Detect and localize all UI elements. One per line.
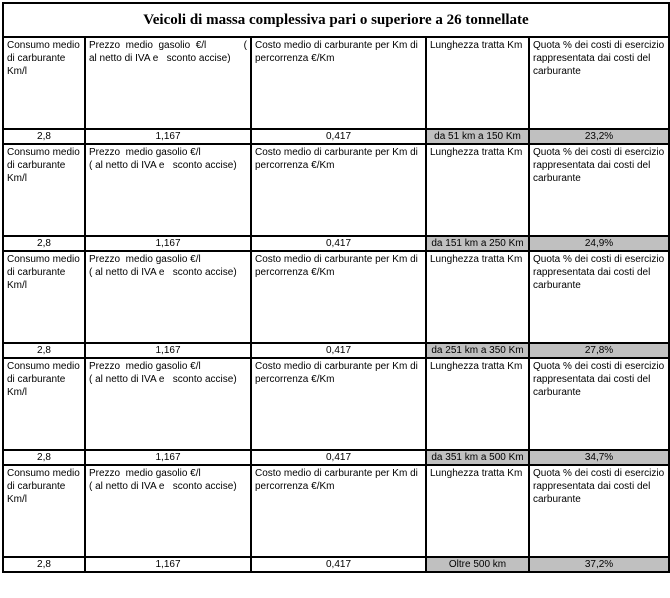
header-prezzo [85,251,251,343]
header-costo: Costo medio di carburante per Km di percorrenza €/Km [251,37,426,129]
header-lunghezza: Lunghezza tratta Km [426,144,529,236]
table-header-row [3,251,669,343]
header-prezzo-line2: ( al netto di IVA e sconto accise) [89,160,237,171]
header-prezzo-line2: ( al netto di IVA e sconto accise) [89,374,237,385]
cell-prezzo: 1,167 [85,236,251,251]
header-prezzo-line1: Prezzo medio gasolio €/l [89,254,201,265]
header-quota: Quota % dei costi di esercizio rappresentata dai costi del carburante [529,251,669,343]
header-prezzo-line2: ( al netto di IVA e sconto accise) [89,481,237,492]
table-header-row [3,358,669,450]
cell-lunghezza: da 251 km a 350 Km [426,343,529,358]
cell-prezzo: 1,167 [85,450,251,465]
cell-quota: 23,2% [529,129,669,144]
cell-consumo: 2,8 [3,450,85,465]
table-block [3,251,669,358]
cell-costo: 0,417 [251,557,426,572]
header-consumo: Consumo medio di carburante Km/l [3,37,85,129]
cell-prezzo: 1,167 [85,343,251,358]
header-prezzo-line1: Prezzo medio gasolio €/l [89,361,201,372]
header-prezzo-line1: Prezzo medio gasolio €/l [89,147,201,158]
header-costo: Costo medio di carburante per Km di percorrenza €/Km [251,251,426,343]
table-block [3,465,669,572]
header-prezzo-line1: Prezzo medio gasolio €/l [89,40,207,51]
header-quota: Quota % dei costi di esercizio rappresentata dai costi del carburante [529,358,669,450]
header-prezzo-line2: ( al netto di IVA e sconto accise) [89,267,237,278]
header-costo: Costo medio di carburante per Km di percorrenza €/Km [251,465,426,557]
cell-consumo: 2,8 [3,236,85,251]
header-quota: Quota % dei costi di esercizio rappresentata dai costi del carburante [529,37,669,129]
table-row [3,343,669,358]
page-title: Veicoli di massa complessiva pari o superiore a 26 tonnellate [3,3,669,37]
header-consumo: Consumo medio di carburante Km/l [3,465,85,557]
cell-quota: 24,9% [529,236,669,251]
cell-costo: 0,417 [251,450,426,465]
header-costo: Costo medio di carburante per Km di percorrenza €/Km [251,358,426,450]
fuel-cost-table [2,2,670,573]
header-prezzo-paren: ( [243,40,247,51]
header-quota: Quota % dei costi di esercizio rappresentata dai costi del carburante [529,465,669,557]
cell-prezzo: 1,167 [85,557,251,572]
cell-lunghezza: da 51 km a 150 Km [426,129,529,144]
cell-quota: 34,7% [529,450,669,465]
header-prezzo [85,465,251,557]
table-header-row [3,37,669,129]
table-row [3,450,669,465]
header-prezzo [85,144,251,236]
header-prezzo-line2: al netto di IVA e sconto accise) [89,53,231,64]
table-header-row [3,144,669,236]
header-prezzo [85,358,251,450]
cell-lunghezza: Oltre 500 km [426,557,529,572]
table-title-row [3,3,669,37]
cell-quota: 37,2% [529,557,669,572]
header-quota: Quota % dei costi di esercizio rappresentata dai costi del carburante [529,144,669,236]
cell-consumo: 2,8 [3,129,85,144]
table-row [3,236,669,251]
table-block [3,37,669,144]
header-costo: Costo medio di carburante per Km di percorrenza €/Km [251,144,426,236]
cell-quota: 27,8% [529,343,669,358]
table-row [3,129,669,144]
table-block [3,144,669,251]
header-consumo: Consumo medio di carburante Km/l [3,144,85,236]
header-lunghezza: Lunghezza tratta Km [426,465,529,557]
cell-prezzo: 1,167 [85,129,251,144]
table-row [3,557,669,572]
header-consumo: Consumo medio di carburante Km/l [3,358,85,450]
cell-costo: 0,417 [251,236,426,251]
cell-lunghezza: da 351 km a 500 Km [426,450,529,465]
header-lunghezza: Lunghezza tratta Km [426,358,529,450]
cell-consumo: 2,8 [3,557,85,572]
header-lunghezza: Lunghezza tratta Km [426,251,529,343]
header-consumo: Consumo medio di carburante Km/l [3,251,85,343]
table-block [3,358,669,465]
header-prezzo-line1: Prezzo medio gasolio €/l [89,468,201,479]
header-lunghezza: Lunghezza tratta Km [426,37,529,129]
cell-costo: 0,417 [251,343,426,358]
table-header-row [3,465,669,557]
cell-consumo: 2,8 [3,343,85,358]
cell-lunghezza: da 151 km a 250 Km [426,236,529,251]
header-prezzo [85,37,251,129]
cell-costo: 0,417 [251,129,426,144]
